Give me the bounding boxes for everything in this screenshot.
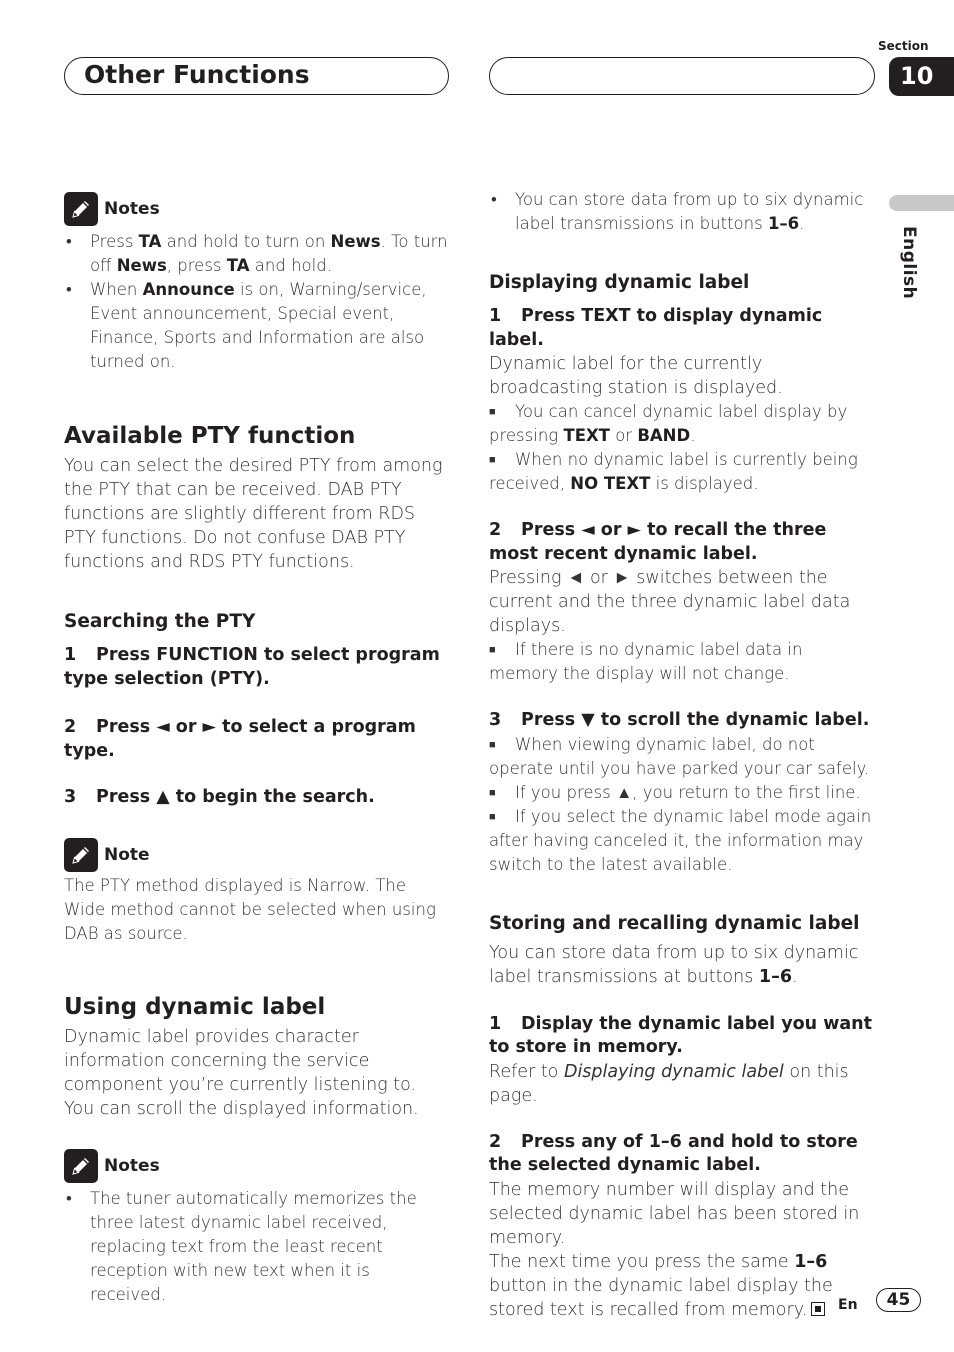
notes-list — [64, 230, 450, 374]
display-step-3-tip: ■ When viewing dynamic label, do not operate until you have parked your car safely. — [489, 734, 870, 778]
storing-step-1: 1 Display the dynamic label you want to store in memory. — [489, 1013, 872, 1057]
storing-step-2-body: The memory number will display and the selected dynamic label has been stored in memory. — [489, 1179, 860, 1248]
display-step-3: 3 Press ▼ to scroll the dynamic label. — [489, 710, 870, 730]
display-step-1-body: Dynamic label for the currently broadcasting station is displayed. — [489, 354, 783, 398]
footer-language: En — [838, 1297, 858, 1313]
note-header — [64, 838, 450, 872]
dynamic-body: Dynamic label provides character information concerning the service component you’re currently listening to. You can scroll the displayed information. — [64, 1026, 419, 1119]
display-step-3-tip: ■ If you press ▲, you return to the first line. — [489, 781, 875, 805]
display-step-1-tip: ■ You can cancel dynamic label display by pressing TEXT or BAND. — [489, 402, 848, 445]
pencil-note-icon — [64, 838, 98, 872]
pty-heading: Available PTY function — [64, 423, 356, 449]
search-step-3: 3 Press ▲ to begin the search. — [64, 787, 375, 807]
note-title: Note — [104, 844, 150, 865]
display-step-1: 1 Press TEXT to display dynamic label. — [489, 306, 823, 350]
pty-body: You can select the desired PTY from among the PTY that can be received. DAB PTY functions are slightly different from RDS PTY functions. Do not confuse DAB PTY functions and RDS PTY functions. — [64, 456, 443, 572]
note-body: The PTY method displayed is Narrow. The Wide method cannot be selected when using DAB as source. — [64, 875, 436, 943]
search-step-2: 2 Press ◄ or ► to select a program type. — [64, 717, 416, 761]
language-tab — [889, 195, 954, 211]
search-step-1: 1 Press FUNCTION to select program type selection (PTY). — [64, 645, 440, 689]
display-step-2-body: Pressing ◄ or ► switches between the current and the three dynamic label data displays. — [489, 568, 851, 636]
square-bullet-icon: ■ — [489, 643, 496, 656]
storing-step-2-body: The next time you press the same 1–6 button in the dynamic label display the stored text is recalled from memory. — [489, 1251, 833, 1320]
right-column — [489, 188, 875, 1322]
page-number: 45 — [876, 1288, 921, 1312]
notes-header — [64, 192, 450, 226]
pencil-note-icon — [64, 192, 98, 226]
top-bullet-list — [489, 188, 875, 236]
header-blank-frame — [489, 57, 875, 95]
storing-heading: Storing and recalling dynamic label — [489, 912, 860, 934]
storing-step-1-body: Refer to Displaying dynamic label on this page. — [489, 1061, 849, 1106]
display-step-3-tip: ■ If you select the dynamic label mode again after having canceled it, the information may switch to the latest available. — [489, 806, 872, 874]
square-bullet-icon: ■ — [489, 453, 496, 466]
bullet-item: • You can store data from up to six dynamic label transmissions in buttons 1–6. — [491, 190, 864, 233]
note-item: • When Announce is on, Warning/service, Event announcement, Special event, Finance, Sports and Information are also turned on. — [66, 280, 427, 371]
end-of-section-icon — [811, 1302, 825, 1316]
storing-body: You can store data from up to six dynamic label transmissions at buttons 1–6. — [489, 942, 859, 987]
square-bullet-icon: ■ — [489, 737, 496, 751]
notes-title: Notes — [104, 199, 160, 219]
square-bullet-icon: ■ — [489, 785, 496, 799]
storing-step-2: 2 Press any of 1–6 and hold to store the selected dynamic label. — [489, 1131, 858, 1175]
pencil-note-icon — [64, 1149, 98, 1183]
notes-title: Notes — [104, 1155, 160, 1176]
note-item: • Press TA and hold to turn on News. To turn off News, press TA and hold. — [66, 232, 448, 275]
section-label: Section — [878, 39, 929, 53]
display-heading: Displaying dynamic label — [489, 272, 750, 293]
notes-list — [64, 1187, 450, 1307]
page-title: Other Functions — [84, 60, 310, 89]
display-step-1-tip: ■ When no dynamic label is currently being received, NO TEXT is displayed. — [489, 450, 858, 493]
search-heading: Searching the PTY — [64, 611, 256, 632]
dynamic-heading: Using dynamic label — [64, 993, 326, 1020]
left-column — [64, 192, 450, 1307]
section-number: 10 — [889, 57, 954, 96]
square-bullet-icon: ■ — [489, 809, 496, 823]
note-item: • The tuner automatically memorizes the three latest dynamic label received, replacing text from the least recent reception with new text when it is received. — [66, 1188, 417, 1304]
display-step-2-tip: ■ If there is no dynamic label data in memory the display will not change. — [489, 640, 803, 683]
notes-header — [64, 1149, 450, 1183]
display-step-2: 2 Press ◄ or ► to recall the three most recent dynamic label. — [489, 520, 827, 564]
square-bullet-icon: ■ — [489, 405, 496, 418]
language-label: English — [899, 226, 919, 300]
